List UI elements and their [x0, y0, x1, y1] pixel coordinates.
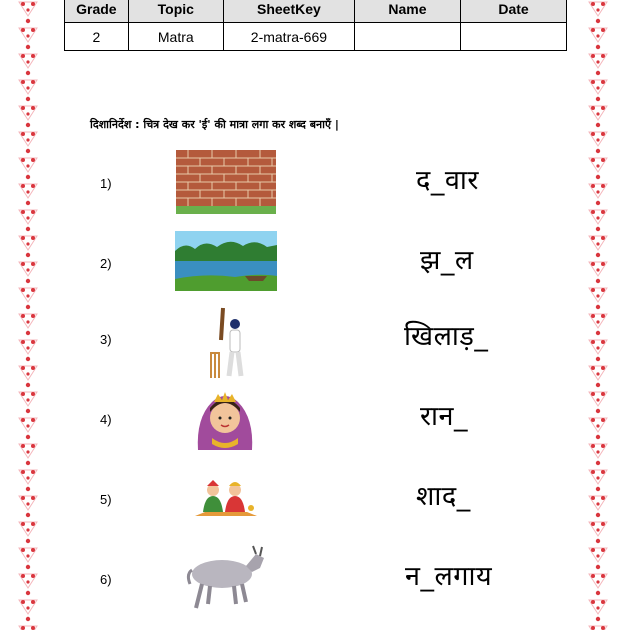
- fill-in-word: द_वार: [416, 165, 479, 196]
- header-name: Name: [354, 0, 460, 23]
- worksheet-info-table: [64, 0, 567, 51]
- wedding-icon: [195, 480, 257, 516]
- cricket-player-icon: [205, 306, 249, 380]
- question-number: 6): [100, 572, 112, 587]
- fill-in-word: खिलाड़_: [404, 321, 489, 352]
- fill-in-word: शाद_: [416, 481, 471, 512]
- cell-grade: 2: [65, 23, 129, 51]
- header-sheetkey: SheetKey: [223, 0, 354, 23]
- instruction-text: दिशानिर्देश : चित्र देख कर 'ई' की मात्रा लगा कर शब्द बनाएँ |: [90, 118, 339, 131]
- table-row: [65, 23, 567, 51]
- header-topic: Topic: [128, 0, 223, 23]
- nilgai-icon: [186, 544, 266, 610]
- cell-name[interactable]: [354, 23, 460, 51]
- question-row: [0, 230, 630, 300]
- question-row: [0, 150, 630, 220]
- lake-icon: [175, 231, 277, 291]
- header-grade: Grade: [65, 0, 129, 23]
- queen-icon: [194, 388, 256, 450]
- question-number: 4): [100, 412, 112, 427]
- question-number: 2): [100, 256, 112, 271]
- question-row: [0, 386, 630, 456]
- question-row: [0, 466, 630, 536]
- question-row: [0, 546, 630, 616]
- question-row: [0, 306, 630, 376]
- cell-topic: Matra: [128, 23, 223, 51]
- table-header-row: [65, 0, 567, 23]
- header-date: Date: [461, 0, 567, 23]
- fill-in-word: न_लगाय: [405, 561, 493, 592]
- brick-wall-icon: [176, 150, 276, 214]
- cell-sheetkey: 2-matra-669: [223, 23, 354, 51]
- question-number: 5): [100, 492, 112, 507]
- question-number: 1): [100, 176, 112, 191]
- cell-date[interactable]: [461, 23, 567, 51]
- fill-in-word: झ_ल: [420, 245, 474, 276]
- question-number: 3): [100, 332, 112, 347]
- fill-in-word: रान_: [420, 401, 469, 432]
